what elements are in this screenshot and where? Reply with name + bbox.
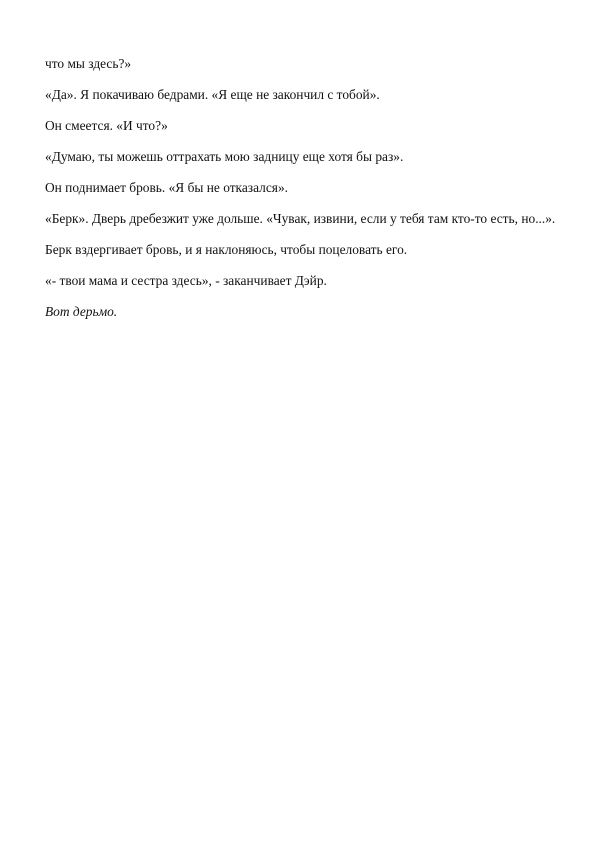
paragraph-5: Он поднимает бровь. «Я бы не отказался».	[45, 180, 288, 195]
paragraph-4: «Думаю, ты можешь оттрахать мою задницу еще хотя бы раз».	[45, 149, 404, 164]
paragraph-2: «Да». Я покачиваю бедрами. «Я еще не закончил с тобой».	[45, 87, 380, 102]
paragraph-1: что мы здесь?»	[45, 56, 132, 71]
paragraph-3: Он смеется. «И что?»	[45, 118, 168, 133]
paragraph-8: «- твои мама и сестра здесь», - заканчивает Дэйр.	[45, 273, 327, 288]
document-body	[45, 55, 567, 334]
paragraph-7: Берк вздергивает бровь, и я наклоняюсь, чтобы поцеловать его.	[45, 242, 408, 257]
paragraph-6: «Берк». Дверь дребезжит уже дольше. «Чувак, извини, если у тебя там кто-то есть, но...».	[45, 211, 556, 226]
paragraph-9-italic: Вот дерьмо.	[45, 304, 118, 319]
